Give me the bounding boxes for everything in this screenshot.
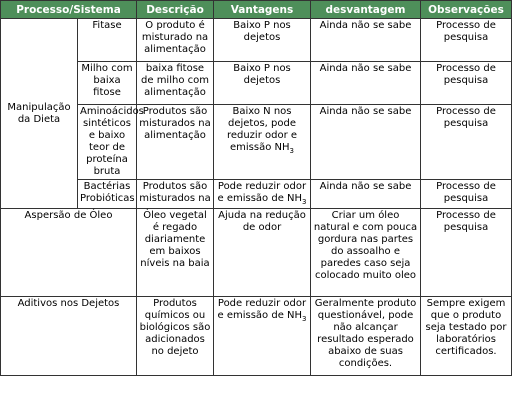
- cell-descricao: baixa fitose de milho com alimentação: [137, 62, 214, 105]
- table-row: [1, 62, 512, 105]
- cell-descricao: Produtos são misturados na alimentação: [137, 105, 214, 180]
- table-row: [1, 105, 512, 180]
- cell-desvantagem: Ainda não se sabe: [311, 180, 421, 209]
- cell-desvantagem: Criar um óleo natural e com pouca gordura nas partes do assoalho e paredes caso seja colocado muito oleo: [311, 209, 421, 297]
- cell-vantagens: Baixo P nos dejetos: [214, 19, 311, 62]
- cell-vantagens-text: Pode reduzir odor e emissão de NH: [217, 298, 307, 321]
- cell-vantagens: [214, 105, 311, 180]
- header-processo: Processo/Sistema: [1, 1, 137, 19]
- sub-bacterias: Bactérias Probióticas: [78, 180, 137, 209]
- header-descricao: Descrição: [137, 1, 214, 19]
- group-aspersao: Aspersão de Óleo: [1, 209, 137, 297]
- cell-observacoes: Processo de pesquisa: [421, 62, 512, 105]
- subscript-3: 3: [289, 147, 294, 155]
- cell-observacoes: Processo de pesquisa: [421, 105, 512, 180]
- group-manipulacao: Manipulação da Dieta: [1, 19, 78, 209]
- cell-vantagens-text: Pode reduzir odor e emissão de NH: [217, 181, 307, 204]
- cell-descricao: Óleo vegetal é regado diariamente em baixos níveis na baia: [137, 209, 214, 297]
- cell-descricao: O produto é misturado na alimentação: [137, 19, 214, 62]
- cell-descricao: Produtos químicos ou biológicos são adicionados no dejeto: [137, 297, 214, 376]
- table-row: [1, 180, 512, 209]
- cell-vantagens: Baixo P nos dejetos: [214, 62, 311, 105]
- cell-observacoes: Sempre exigem que o produto seja testado por laboratórios certificados.: [421, 297, 512, 376]
- sub-milho: Milho com baixa fitose: [78, 62, 137, 105]
- cell-observacoes: Processo de pesquisa: [421, 19, 512, 62]
- sub-fitase: Fitase: [78, 19, 137, 62]
- header-row: [1, 1, 512, 19]
- table-row: [1, 19, 512, 62]
- cell-desvantagem: Ainda não se sabe: [311, 19, 421, 62]
- cell-desvantagem: Geralmente produto questionável, pode não alcançar resultado esperado abaixo de suas condições.: [311, 297, 421, 376]
- sub-aminoacidos: Aminoácidos sintéticos e baixo teor de proteína bruta: [78, 105, 137, 180]
- cell-desvantagem: Ainda não se sabe: [311, 62, 421, 105]
- subscript-3: 3: [302, 198, 307, 206]
- table-row: [1, 209, 512, 297]
- header-desvantagem: desvantagem: [311, 1, 421, 19]
- cell-vantagens-text: Baixo N nos dejetos, pode reduzir odor e emissão NH: [226, 106, 298, 153]
- subscript-3: 3: [302, 315, 307, 323]
- cell-observacoes: Processo de pesquisa: [421, 180, 512, 209]
- group-aditivos: Aditivos nos Dejetos: [1, 297, 137, 376]
- cell-observacoes: Processo de pesquisa: [421, 209, 512, 297]
- cell-vantagens: Ajuda na redução de odor: [214, 209, 311, 297]
- header-observacoes: Observações: [421, 1, 512, 19]
- header-vantagens: Vantagens: [214, 1, 311, 19]
- cell-desvantagem: Ainda não se sabe: [311, 105, 421, 180]
- table-row: [1, 297, 512, 376]
- cell-vantagens: [214, 180, 311, 209]
- cell-vantagens: [214, 297, 311, 376]
- cell-descricao: Produtos são misturados na: [137, 180, 214, 209]
